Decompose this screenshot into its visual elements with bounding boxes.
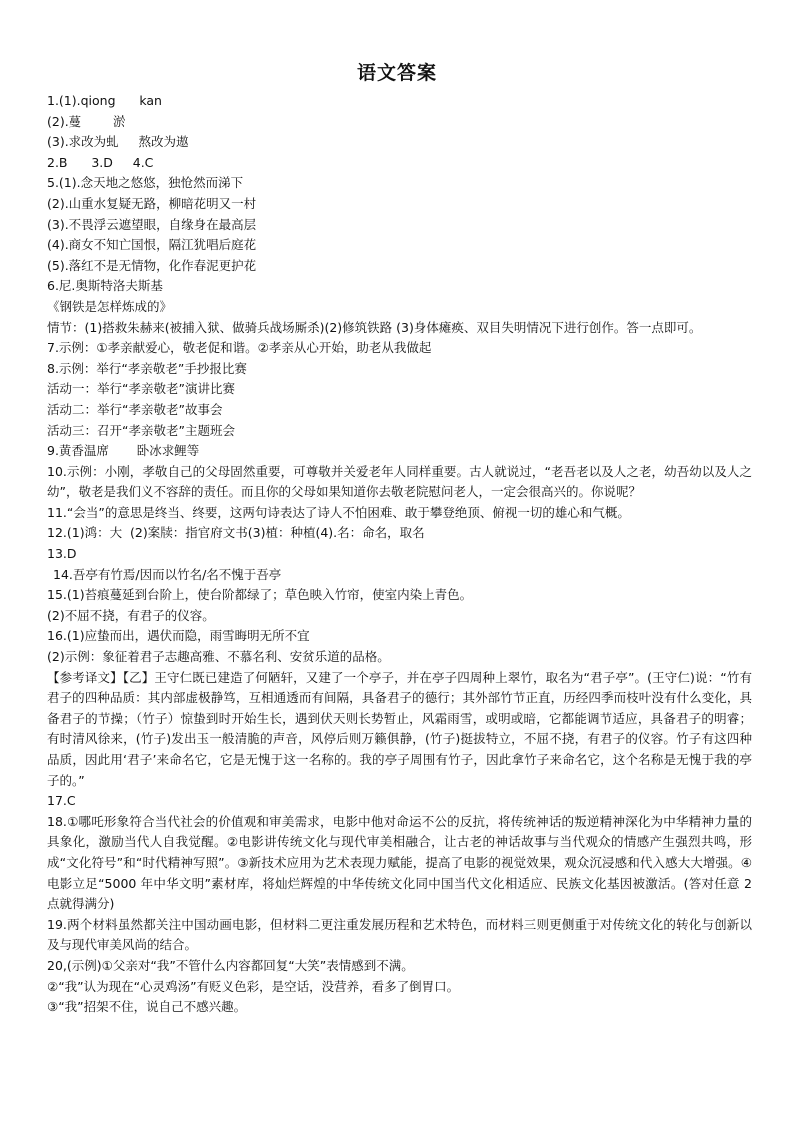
answer-line: 8.示例：举行“孝亲敬老”手抄报比赛 (47, 360, 247, 376)
answer-line: 7.示例：①孝亲献爱心，敬老促和谐。②孝亲从心开始，助老从我做起 (47, 340, 432, 356)
answer-line: (3).求改为虬 熬改为遨 (47, 134, 189, 150)
answer-line: 20,(示例)①父亲对“我”不管什么内容都回复“大笑”表情感到不满。 (47, 957, 414, 973)
answer-line: 10.示例：小刚，孝敬自己的父母固然重要，可尊敬并关爱老年人同样重要。古人就说过，“老吾老以及人之老，幼吾幼以及人之幼”，敬老是我们义不容辞的责任。而且你的父母如果知道你去敬老院慰问老人，一定会很高兴的。你说呢？ (47, 463, 752, 500)
answer-line: 9.黄香温席 卧冰求鲤等 (47, 443, 200, 459)
answer-line: 【参考译文】【乙】王守仁既已建造了何陋轩，又建了一个亭子，并在亭子四周种上翠竹，取名为“君子亭”。(王守仁)说：“竹有君子的四种品质：其内部虚极静笃，互相通透而有间隔，具备君子的德行；其外部竹节正直，历经四季而枝叶没有什么变化，具备君子的节操；（竹子）惊蛰到时开始生长，遇到伏天则长势暂止，风霜雨雪，或明或暗，它都能调节适应，具备君子的明睿；有时清风徐来，(竹子)发出玉一般清脆的声音，风停后则万籁俱静，(竹子)挺拔特立，不屈不挠，有君子的仪容。竹子有这四种品质，因此用‘君子’来命名它，它是无愧于这一名称的。我的亭子周围有竹子，因此拿竹子来命名它，这个名称是无愧于我的亭子的。” (47, 669, 752, 788)
answer-line: 13.D (47, 546, 77, 562)
answer-line: (2)示例：象征着君子志趣高雅、不慕名利、安贫乐道的品格。 (47, 649, 390, 665)
answer-line: 17.C (47, 793, 76, 809)
answer-line: 活动二：举行“孝亲敬老”故事会 (47, 401, 223, 417)
answer-line: 16.(1)应蛰而出，遇伏而隐，雨雪晦明无所不宜 (47, 628, 310, 644)
answer-line: (2).蔓 淤 (47, 113, 126, 129)
page-title: 语文答案 (356, 62, 437, 84)
answer-line: 《钢铁是怎样炼成的》 (47, 298, 173, 314)
answer-line: 1.(1).qiong kan (47, 93, 162, 108)
answer-line: 2.B 3.D 4.C (47, 154, 154, 170)
answer-line: ②“我”认为现在“心灵鸡汤”有贬义色彩，是空话，没营养，看多了倒胃口。 (47, 978, 460, 994)
answer-line: ③“我”招架不住，说自己不感兴趣。 (47, 999, 247, 1015)
answer-line: 活动三：召开“孝亲敬老”主题班会 (47, 422, 235, 438)
answer-line: 15.(1)苔痕蔓延到台阶上，使台阶都绿了；草色映入竹帘，使室内染上青色。 (47, 587, 473, 603)
answer-line: (5).落红不是无情物，化作春泥更护花 (47, 257, 257, 273)
answer-line: 活动一：举行“孝亲敬老”演讲比赛 (47, 381, 235, 397)
answer-line: 12.(1)鸿：大 (2)案牍：指官府文书(3)植：种植(4).名：命名，取名 (47, 525, 425, 541)
answer-content (47, 91, 752, 1018)
answer-line: 11.“会当”的意思是终当、终要，这两句诗表达了诗人不怕困难、敢于攀登绝顶、俯视一切的雄心和气概。 (47, 504, 630, 520)
answer-line: (2).山重水复疑无路，柳暗花明又一村 (47, 195, 257, 211)
answer-line: 14.吾亭有竹焉/因而以竹名/名不愧于吾亭 (53, 566, 282, 582)
answer-line: 情节：(1)搭救朱赫来(被捕入狱、做骑兵战场厮杀)(2)修筑铁路 (3)身体瘫痪、双目失明情况下进行创作。答一点即可。 (47, 319, 702, 335)
answer-line: (2)不屈不挠，有君子的仪容。 (47, 607, 215, 623)
answer-line: (3).不畏浮云遮望眼，自缘身在最高层 (47, 216, 257, 232)
answer-line: 6.尼.奥斯特洛夫斯基 (47, 278, 163, 294)
answer-line: 18.①哪吒形象符合当代社会的价值观和审美需求，电影中他对命运不公的反抗，将传统神话的叛逆精神深化为中华精神力量的具象化，激励当代人自我觉醒。②电影讲传统文化与现代审美相融合，让古老的神话故事与当代观众的情感产生强烈共鸣，形成“文化符号”和“时代精神写照”。③新技术应用为艺术表现力赋能，提高了电影的视觉效果，观众沉浸感和代入感大大增强。④电影立足“5000 年中华文明”素材库，将灿烂辉煌的中华传统文化同中国当代文化相适应、民族文化基因被激活。(答对任意 2 点就得满分) (47, 813, 752, 912)
answer-line: (4).商女不知亡国恨，隔江犹唱后庭花 (47, 237, 257, 253)
answer-line: 19.两个材料虽然都关注中国动画电影，但材料二更注重发展历程和艺术特色，而材料三则更侧重于对传统文化的转化与创新以及与现代审美风尚的结合。 (47, 916, 752, 953)
answer-line: 5.(1).念天地之悠悠，独怆然而涕下 (47, 175, 244, 191)
